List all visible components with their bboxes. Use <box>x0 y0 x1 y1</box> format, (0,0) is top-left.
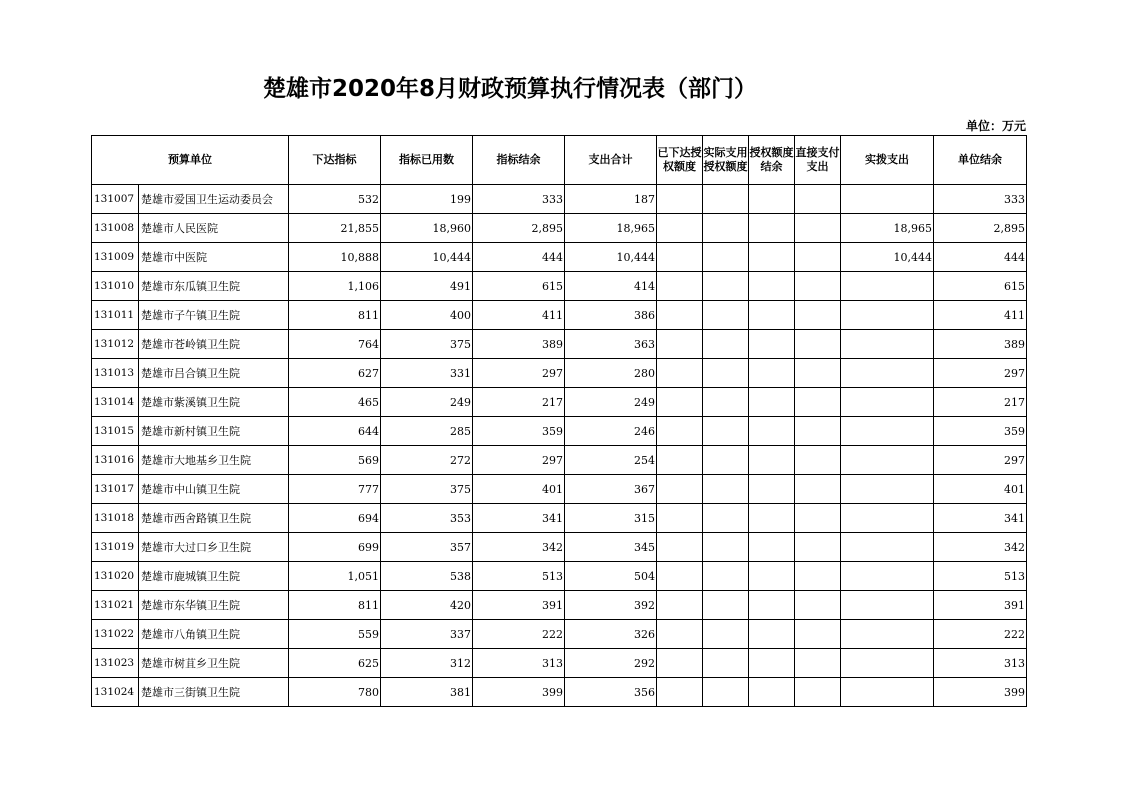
cell-unit-balance: 399 <box>934 678 1027 707</box>
cell-unit-balance: 389 <box>934 330 1027 359</box>
cell-direct-pay <box>795 185 841 214</box>
cell-actual-allot <box>841 678 934 707</box>
cell-balance: 333 <box>473 185 565 214</box>
cell-actual-auth <box>703 272 749 301</box>
cell-code: 131015 <box>92 417 139 446</box>
cell-direct-pay <box>795 446 841 475</box>
cell-direct-pay <box>795 533 841 562</box>
cell-actual-auth <box>703 359 749 388</box>
cell-actual-allot <box>841 388 934 417</box>
cell-used: 312 <box>381 649 473 678</box>
cell-expense-total: 504 <box>565 562 657 591</box>
cell-balance: 444 <box>473 243 565 272</box>
cell-auth-balance <box>749 446 795 475</box>
cell-unit-balance: 297 <box>934 359 1027 388</box>
cell-actual-auth <box>703 330 749 359</box>
cell-used: 10,444 <box>381 243 473 272</box>
cell-issued: 1,051 <box>289 562 381 591</box>
cell-code: 131020 <box>92 562 139 591</box>
cell-actual-auth <box>703 446 749 475</box>
cell-issued: 780 <box>289 678 381 707</box>
cell-issued: 559 <box>289 620 381 649</box>
cell-expense-total: 363 <box>565 330 657 359</box>
cell-unit-balance: 333 <box>934 185 1027 214</box>
cell-unit-balance: 391 <box>934 591 1027 620</box>
cell-used: 272 <box>381 446 473 475</box>
cell-actual-allot: 18,965 <box>841 214 934 243</box>
header-used: 指标已用数 <box>381 136 473 185</box>
header-unit-name: 预算单位 <box>92 136 289 185</box>
header-actual-allot: 实拨支出 <box>841 136 934 185</box>
cell-auth-balance <box>749 591 795 620</box>
cell-used: 285 <box>381 417 473 446</box>
cell-issued: 694 <box>289 504 381 533</box>
header-issued: 下达指标 <box>289 136 381 185</box>
cell-issued: 569 <box>289 446 381 475</box>
cell-code: 131007 <box>92 185 139 214</box>
cell-unit-name: 楚雄市大地基乡卫生院 <box>139 446 289 475</box>
cell-unit-name: 楚雄市人民医院 <box>139 214 289 243</box>
cell-used: 375 <box>381 475 473 504</box>
header-auth-balance: 授权额度结余 <box>749 136 795 185</box>
cell-used: 353 <box>381 504 473 533</box>
cell-code: 131018 <box>92 504 139 533</box>
cell-unit-name: 楚雄市中医院 <box>139 243 289 272</box>
cell-used: 331 <box>381 359 473 388</box>
cell-actual-auth <box>703 591 749 620</box>
cell-unit-name: 楚雄市苍岭镇卫生院 <box>139 330 289 359</box>
cell-direct-pay <box>795 591 841 620</box>
table-row <box>92 330 1027 359</box>
cell-direct-pay <box>795 243 841 272</box>
cell-unit-name: 楚雄市大过口乡卫生院 <box>139 533 289 562</box>
table-row <box>92 591 1027 620</box>
cell-actual-allot <box>841 185 934 214</box>
cell-unit-balance: 615 <box>934 272 1027 301</box>
cell-actual-allot <box>841 359 934 388</box>
header-direct-pay: 直接支付支出 <box>795 136 841 185</box>
cell-auth-balance <box>749 243 795 272</box>
cell-code: 131013 <box>92 359 139 388</box>
cell-unit-name: 楚雄市新村镇卫生院 <box>139 417 289 446</box>
cell-used: 18,960 <box>381 214 473 243</box>
cell-unit-name: 楚雄市东瓜镇卫生院 <box>139 272 289 301</box>
cell-code: 131008 <box>92 214 139 243</box>
cell-actual-auth <box>703 678 749 707</box>
cell-auth-balance <box>749 504 795 533</box>
cell-expense-total: 345 <box>565 533 657 562</box>
cell-unit-name: 楚雄市紫溪镇卫生院 <box>139 388 289 417</box>
cell-expense-total: 280 <box>565 359 657 388</box>
cell-code: 131021 <box>92 591 139 620</box>
cell-balance: 217 <box>473 388 565 417</box>
cell-actual-auth <box>703 185 749 214</box>
cell-used: 337 <box>381 620 473 649</box>
budget-table <box>91 135 1027 707</box>
cell-direct-pay <box>795 504 841 533</box>
table-row <box>92 475 1027 504</box>
cell-auth-issued <box>657 475 703 504</box>
cell-auth-balance <box>749 272 795 301</box>
cell-code: 131012 <box>92 330 139 359</box>
cell-balance: 342 <box>473 533 565 562</box>
cell-unit-balance: 217 <box>934 388 1027 417</box>
cell-unit-balance: 401 <box>934 475 1027 504</box>
cell-used: 381 <box>381 678 473 707</box>
table-row <box>92 533 1027 562</box>
table-row <box>92 243 1027 272</box>
cell-expense-total: 246 <box>565 417 657 446</box>
cell-expense-total: 326 <box>565 620 657 649</box>
cell-auth-issued <box>657 620 703 649</box>
cell-balance: 391 <box>473 591 565 620</box>
cell-unit-name: 楚雄市八角镇卫生院 <box>139 620 289 649</box>
cell-direct-pay <box>795 417 841 446</box>
cell-unit-name: 楚雄市鹿城镇卫生院 <box>139 562 289 591</box>
cell-unit-name: 楚雄市东华镇卫生院 <box>139 591 289 620</box>
cell-auth-balance <box>749 562 795 591</box>
cell-expense-total: 414 <box>565 272 657 301</box>
cell-auth-balance <box>749 417 795 446</box>
cell-direct-pay <box>795 301 841 330</box>
cell-direct-pay <box>795 649 841 678</box>
cell-auth-issued <box>657 417 703 446</box>
cell-used: 538 <box>381 562 473 591</box>
cell-actual-auth <box>703 533 749 562</box>
cell-balance: 2,895 <box>473 214 565 243</box>
cell-actual-allot <box>841 591 934 620</box>
table-row <box>92 417 1027 446</box>
cell-actual-auth <box>703 301 749 330</box>
cell-auth-balance <box>749 330 795 359</box>
cell-balance: 359 <box>473 417 565 446</box>
cell-actual-allot <box>841 446 934 475</box>
cell-balance: 513 <box>473 562 565 591</box>
cell-auth-balance <box>749 388 795 417</box>
cell-issued: 764 <box>289 330 381 359</box>
cell-auth-issued <box>657 301 703 330</box>
cell-code: 131022 <box>92 620 139 649</box>
cell-direct-pay <box>795 475 841 504</box>
cell-unit-balance: 411 <box>934 301 1027 330</box>
cell-balance: 411 <box>473 301 565 330</box>
cell-unit-name: 楚雄市爱国卫生运动委员会 <box>139 185 289 214</box>
cell-code: 131016 <box>92 446 139 475</box>
cell-used: 400 <box>381 301 473 330</box>
cell-unit-balance: 222 <box>934 620 1027 649</box>
cell-expense-total: 254 <box>565 446 657 475</box>
cell-actual-allot: 10,444 <box>841 243 934 272</box>
cell-unit-balance: 297 <box>934 446 1027 475</box>
cell-code: 131023 <box>92 649 139 678</box>
cell-expense-total: 356 <box>565 678 657 707</box>
header-unit-balance: 单位结余 <box>934 136 1027 185</box>
cell-expense-total: 187 <box>565 185 657 214</box>
cell-actual-auth <box>703 649 749 678</box>
cell-auth-balance <box>749 214 795 243</box>
header-expense-total: 支出合计 <box>565 136 657 185</box>
cell-auth-issued <box>657 185 703 214</box>
cell-issued: 644 <box>289 417 381 446</box>
cell-auth-issued <box>657 388 703 417</box>
cell-auth-issued <box>657 649 703 678</box>
cell-auth-issued <box>657 446 703 475</box>
cell-expense-total: 315 <box>565 504 657 533</box>
table-row <box>92 562 1027 591</box>
cell-unit-balance: 513 <box>934 562 1027 591</box>
cell-auth-issued <box>657 243 703 272</box>
cell-actual-auth <box>703 214 749 243</box>
cell-unit-balance: 342 <box>934 533 1027 562</box>
cell-code: 131011 <box>92 301 139 330</box>
cell-unit-balance: 359 <box>934 417 1027 446</box>
cell-auth-issued <box>657 591 703 620</box>
cell-actual-auth <box>703 475 749 504</box>
cell-code: 131017 <box>92 475 139 504</box>
cell-auth-issued <box>657 678 703 707</box>
cell-issued: 625 <box>289 649 381 678</box>
cell-auth-issued <box>657 533 703 562</box>
cell-balance: 341 <box>473 504 565 533</box>
cell-issued: 699 <box>289 533 381 562</box>
cell-unit-name: 楚雄市树苴乡卫生院 <box>139 649 289 678</box>
table-row <box>92 388 1027 417</box>
page-title: 楚雄市2020年8月财政预算执行情况表（部门） <box>262 76 758 102</box>
cell-auth-balance <box>749 185 795 214</box>
cell-used: 491 <box>381 272 473 301</box>
cell-issued: 1,106 <box>289 272 381 301</box>
cell-auth-balance <box>749 475 795 504</box>
cell-unit-balance: 341 <box>934 504 1027 533</box>
cell-balance: 615 <box>473 272 565 301</box>
cell-unit-name: 楚雄市西舍路镇卫生院 <box>139 504 289 533</box>
cell-issued: 811 <box>289 591 381 620</box>
cell-direct-pay <box>795 388 841 417</box>
cell-actual-allot <box>841 649 934 678</box>
cell-balance: 313 <box>473 649 565 678</box>
cell-unit-name: 楚雄市子午镇卫生院 <box>139 301 289 330</box>
cell-unit-balance: 2,895 <box>934 214 1027 243</box>
cell-issued: 811 <box>289 301 381 330</box>
cell-code: 131010 <box>92 272 139 301</box>
cell-auth-balance <box>749 649 795 678</box>
table-row <box>92 272 1027 301</box>
table-row <box>92 214 1027 243</box>
header-actual-auth: 实际支用授权额度 <box>703 136 749 185</box>
cell-direct-pay <box>795 330 841 359</box>
cell-actual-allot <box>841 533 934 562</box>
cell-used: 375 <box>381 330 473 359</box>
cell-code: 131019 <box>92 533 139 562</box>
cell-balance: 297 <box>473 359 565 388</box>
cell-used: 357 <box>381 533 473 562</box>
cell-used: 199 <box>381 185 473 214</box>
cell-expense-total: 392 <box>565 591 657 620</box>
header-balance: 指标结余 <box>473 136 565 185</box>
cell-direct-pay <box>795 272 841 301</box>
cell-used: 249 <box>381 388 473 417</box>
table-row <box>92 649 1027 678</box>
cell-unit-name: 楚雄市吕合镇卫生院 <box>139 359 289 388</box>
cell-issued: 627 <box>289 359 381 388</box>
table-row <box>92 504 1027 533</box>
cell-balance: 389 <box>473 330 565 359</box>
cell-actual-auth <box>703 504 749 533</box>
cell-auth-balance <box>749 301 795 330</box>
cell-unit-name: 楚雄市三街镇卫生院 <box>139 678 289 707</box>
cell-unit-balance: 444 <box>934 243 1027 272</box>
cell-unit-balance: 313 <box>934 649 1027 678</box>
cell-actual-allot <box>841 272 934 301</box>
cell-actual-allot <box>841 620 934 649</box>
cell-balance: 401 <box>473 475 565 504</box>
cell-unit-name: 楚雄市中山镇卫生院 <box>139 475 289 504</box>
cell-actual-allot <box>841 475 934 504</box>
cell-issued: 10,888 <box>289 243 381 272</box>
cell-expense-total: 386 <box>565 301 657 330</box>
cell-auth-issued <box>657 562 703 591</box>
cell-direct-pay <box>795 678 841 707</box>
cell-balance: 297 <box>473 446 565 475</box>
cell-expense-total: 10,444 <box>565 243 657 272</box>
cell-auth-balance <box>749 359 795 388</box>
cell-direct-pay <box>795 562 841 591</box>
cell-balance: 222 <box>473 620 565 649</box>
cell-used: 420 <box>381 591 473 620</box>
cell-expense-total: 249 <box>565 388 657 417</box>
cell-actual-allot <box>841 330 934 359</box>
cell-actual-auth <box>703 562 749 591</box>
cell-expense-total: 367 <box>565 475 657 504</box>
cell-code: 131024 <box>92 678 139 707</box>
table-row <box>92 185 1027 214</box>
cell-code: 131009 <box>92 243 139 272</box>
table-row <box>92 301 1027 330</box>
cell-issued: 532 <box>289 185 381 214</box>
cell-issued: 465 <box>289 388 381 417</box>
cell-direct-pay <box>795 359 841 388</box>
cell-direct-pay <box>795 620 841 649</box>
cell-auth-issued <box>657 330 703 359</box>
cell-actual-allot <box>841 417 934 446</box>
unit-label: 单位：万元 <box>965 119 1026 133</box>
table-row <box>92 446 1027 475</box>
cell-auth-issued <box>657 214 703 243</box>
cell-actual-allot <box>841 301 934 330</box>
cell-expense-total: 18,965 <box>565 214 657 243</box>
header-auth-issued: 已下达授权额度 <box>657 136 703 185</box>
cell-actual-auth <box>703 388 749 417</box>
cell-actual-allot <box>841 562 934 591</box>
table-body <box>92 185 1027 707</box>
cell-code: 131014 <box>92 388 139 417</box>
cell-auth-balance <box>749 678 795 707</box>
cell-auth-issued <box>657 504 703 533</box>
table-row <box>92 678 1027 707</box>
table-row <box>92 359 1027 388</box>
cell-auth-issued <box>657 359 703 388</box>
table-row <box>92 620 1027 649</box>
cell-actual-auth <box>703 417 749 446</box>
cell-auth-issued <box>657 272 703 301</box>
cell-actual-allot <box>841 504 934 533</box>
cell-auth-balance <box>749 533 795 562</box>
cell-issued: 21,855 <box>289 214 381 243</box>
header-row <box>92 136 1027 185</box>
cell-issued: 777 <box>289 475 381 504</box>
cell-balance: 399 <box>473 678 565 707</box>
cell-direct-pay <box>795 214 841 243</box>
cell-expense-total: 292 <box>565 649 657 678</box>
cell-actual-auth <box>703 243 749 272</box>
cell-actual-auth <box>703 620 749 649</box>
cell-auth-balance <box>749 620 795 649</box>
